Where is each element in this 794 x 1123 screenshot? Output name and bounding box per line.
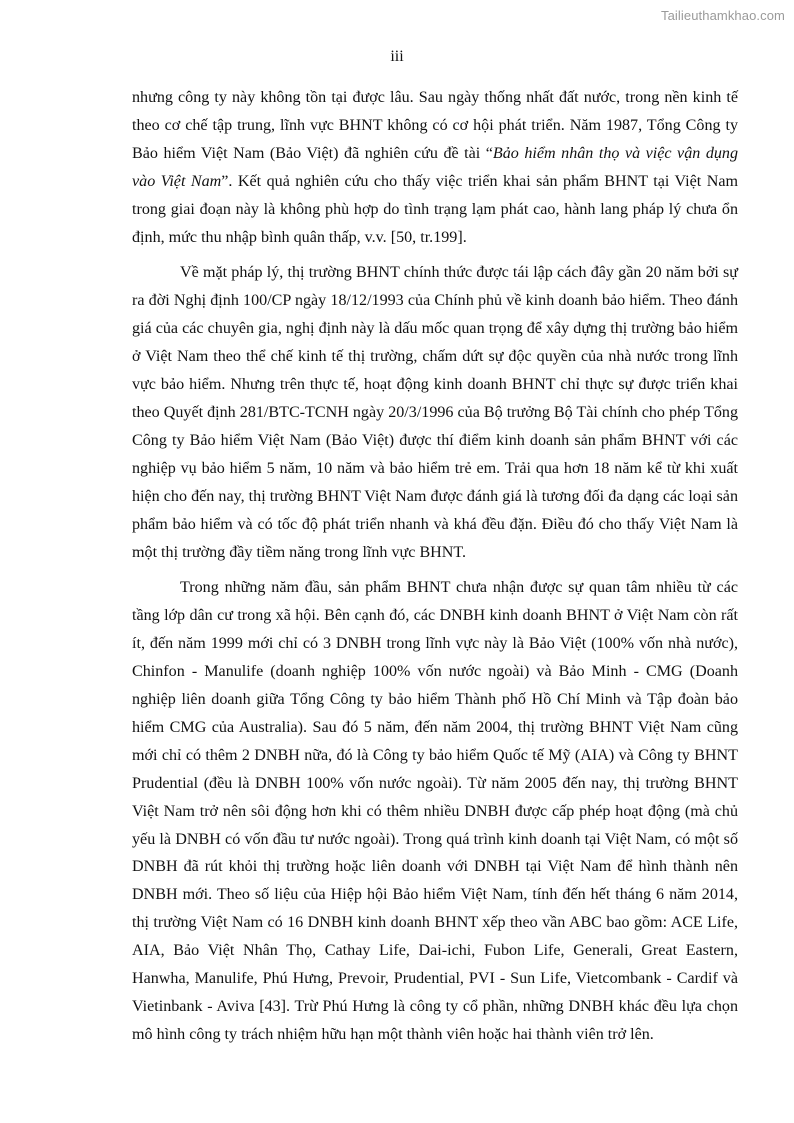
paragraph-1-italic-title: Bảo hiểm nhân thọ và việc vận dụng vào Việt Nam xyxy=(132,144,739,190)
paragraph-1-text-end: ”. Kết quả nghiên cứu cho thấy việc triển khai sản phẩm BHNT tại Việt Nam trong giai đoạn này là không phù hợp do tình trạng lạm phát cao, hành lang pháp lý chưa ổn định, mức thu nhập bình quân thấp, v.v. [50, tr.199]. xyxy=(132,172,738,246)
watermark: Tailieuthamkhao.com xyxy=(660,8,785,23)
paragraph-3: Trong những năm đầu, sản phẩm BHNT chưa nhận được sự quan tâm nhiều từ các tầng lớp dân cư trong xã hội. Bên cạnh đó, các DNBH kinh doanh BHNT ở Việt Nam còn rất ít, đến năm 1999 mới chỉ có 3 DNBH trong lĩnh vực này là Bảo Việt (100% vốn nhà nước), Chinfon - Manulife (doanh nghiệp 100% vốn nước ngoài) và Bảo Minh - CMG (Doanh nghiệp liên doanh giữa Tổng Công ty bảo hiểm Thành phố Hồ Chí Minh và Tập đoàn bảo hiểm CMG của Australia). Sau đó 5 năm, đến năm 2004, thị trường BHNT Việt Nam cũng mới chỉ có thêm 2 DNBH nữa, đó là Công ty bảo hiểm Quốc tế Mỹ (AIA) và Công ty BHNT Prudential (đều là DNBH 100% vốn nước ngoài). Từ năm 2005 đến nay, thị trường BHNT Việt Nam trở nên sôi động hơn khi có thêm nhiều DNBH được cấp phép hoạt động (mà chủ yếu là DNBH có vốn đầu tư nước ngoài). Trong quá trình kinh doanh tại Việt Nam, có một số DNBH đã rút khỏi thị trường hoặc liên doanh với DNBH tại Việt Nam để hình thành nên DNBH mới. Theo số liệu của Hiệp hội Bảo hiểm Việt Nam, tính đến hết tháng 6 năm 2014, thị trường Việt Nam có 16 DNBH kinh doanh BHNT xếp theo vần ABC bao gồm: ACE Life, AIA, Bảo Việt Nhân Thọ, Cathay Life, Dai-ichi, Fubon Life, Generali, Great Eastern, Hanwha, Manulife, Phú Hưng, Prevoir, Prudential, PVI - Sun Life, Vietcombank - Cardif và Vietinbank - Aviva [43]. Trừ Phú Hưng là công ty cổ phần, những DNBH khác đều lựa chọn mô hình công ty trách nhiệm hữu hạn một thành viên hoặc hai thành viên trở lên. xyxy=(132,579,738,1043)
paragraph-1 xyxy=(132,84,738,251)
paragraph-1-text-start: nhưng công ty này không tồn tại được lâu. Sau ngày thống nhất đất nước, trong nền kinh tế theo cơ chế tập trung, lĩnh vực BHNT không có cơ hội phát triển. Năm 1987, Tổng Công ty Bảo hiểm Việt Nam (Bảo Việt) đã nghiên cứu đề tài “ xyxy=(132,89,738,162)
page-number: iii xyxy=(390,48,404,65)
paragraph-2: Về mặt pháp lý, thị trường BHNT chính thức được tái lập cách đây gần 20 năm bởi sự ra đời Nghị định 100/CP ngày 18/12/1993 của Chính phủ về kinh doanh bảo hiểm. Theo đánh giá của các chuyên gia, nghị định này là dấu mốc quan trọng để xây dựng thị trường bảo hiểm ở Việt Nam theo thể chế kinh tế thị trường, chấm dứt sự độc quyền của nhà nước trong lĩnh vực bảo hiểm. Nhưng trên thực tế, hoạt động kinh doanh BHNT chỉ thực sự được triển khai theo Quyết định 281/BTC-TCNH ngày 20/3/1996 của Bộ trưởng Bộ Tài chính cho phép Tổng Công ty Bảo hiểm Việt Nam (Bảo Việt) được thí điểm kinh doanh sản phẩm BHNT với các nghiệp vụ bảo hiểm 5 năm, 10 năm và bảo hiểm trẻ em. Trải qua hơn 18 năm kể từ khi xuất hiện cho đến nay, thị trường BHNT Việt Nam được đánh giá là tương đối đa dạng các loại sản phẩm bảo hiểm và có tốc độ phát triển nhanh và khá đều đặn. Điều đó cho thấy Việt Nam là một thị trường đầy tiềm năng trong lĩnh vực BHNT. xyxy=(132,264,738,561)
document-body xyxy=(132,84,738,1057)
